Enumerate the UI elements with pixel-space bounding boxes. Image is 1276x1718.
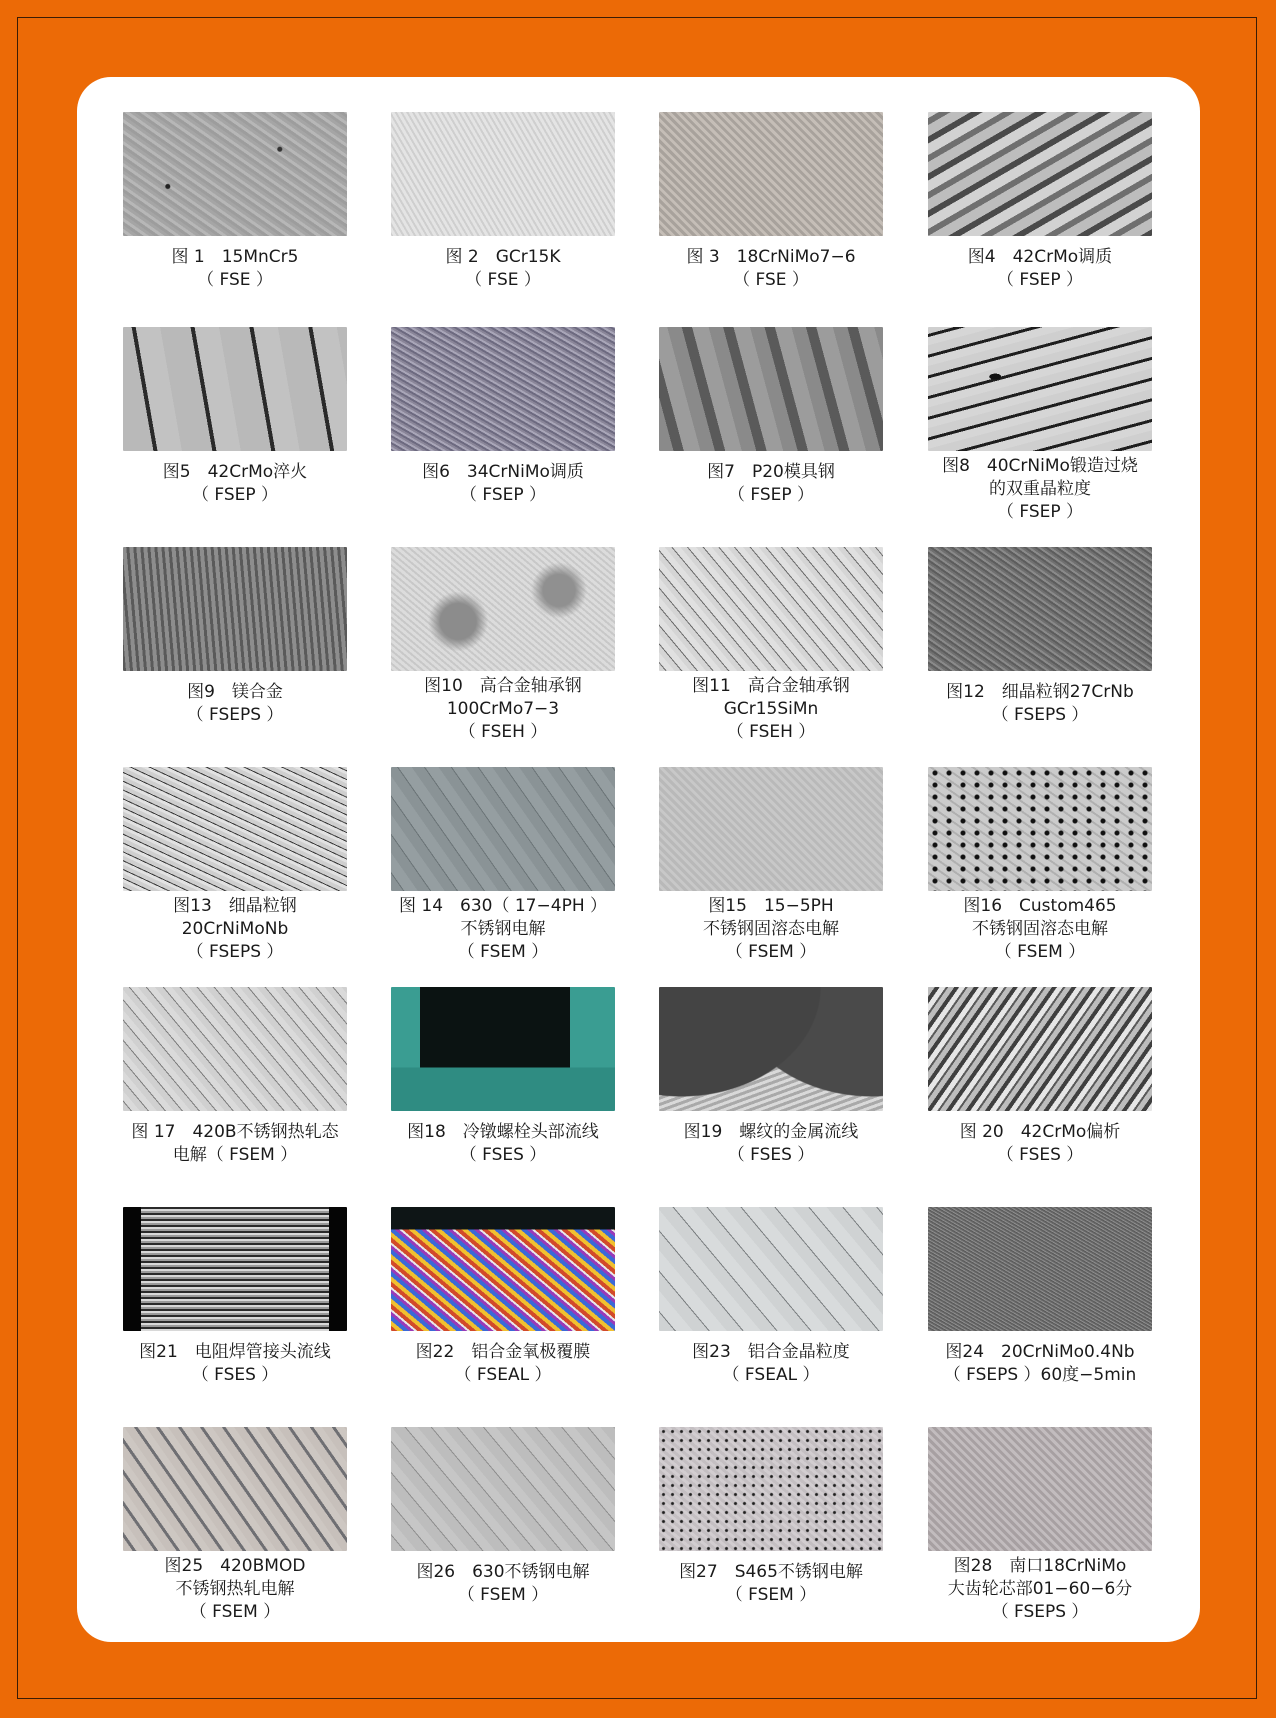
figure-caption (928, 1341, 1152, 1387)
figure-caption (659, 895, 883, 964)
caption-line: 图 17 420B不锈钢热轧态 (131, 1122, 339, 1142)
figure-caption (391, 461, 615, 507)
figure-item (928, 767, 1152, 964)
micrograph-image (123, 547, 347, 671)
figure-caption (123, 1555, 347, 1624)
figure-item (928, 547, 1152, 727)
micrograph-image (928, 327, 1152, 451)
micrograph-image (659, 547, 883, 671)
figure-caption (659, 1561, 883, 1607)
figure-item (659, 767, 883, 964)
figure-caption (928, 1555, 1152, 1624)
caption-line: 图28 南口18CrNiMo (953, 1556, 1127, 1576)
figure-item (659, 1427, 883, 1607)
caption-line: 图24 20CrNiMo0.4Nb (945, 1342, 1135, 1362)
figure-item (659, 327, 883, 507)
caption-line: 图 14 630（ 17−4PH ） (398, 896, 608, 916)
caption-line: 图27 S465不锈钢电解 (679, 1562, 863, 1582)
micrograph-image (391, 112, 615, 236)
micrograph-image (659, 1207, 883, 1331)
figure-item (391, 987, 615, 1167)
figure-caption (659, 461, 883, 507)
figure-item (928, 112, 1152, 292)
caption-line: 图 2 GCr15K (445, 247, 561, 267)
caption-line: （ FSEPS ） (186, 942, 284, 962)
caption-line: 图6 34CrNiMo调质 (422, 462, 584, 482)
caption-line: （ FSES ） (459, 1145, 547, 1165)
micrograph-image (928, 1427, 1152, 1551)
caption-line: 图25 420BMOD (164, 1556, 306, 1576)
figure-item (123, 767, 347, 964)
figure-item (928, 1427, 1152, 1624)
caption-line: 图26 630不锈钢电解 (416, 1562, 590, 1582)
micrograph-image (391, 1207, 615, 1331)
micrograph-image (928, 112, 1152, 236)
figure-item (659, 112, 883, 292)
caption-line: 图4 42CrMo调质 (967, 247, 1113, 267)
caption-line: 图19 螺纹的金属流线 (683, 1122, 859, 1142)
caption-line: 图15 15−5PH (708, 896, 834, 916)
figure-caption (928, 681, 1152, 727)
caption-line: （ FSEM ） (457, 942, 549, 962)
micrograph-image (928, 547, 1152, 671)
caption-line: （ FSEPS ） (991, 1602, 1089, 1622)
caption-line: 图 1 15MnCr5 (171, 247, 299, 267)
micrograph-image (123, 112, 347, 236)
caption-line: 图21 电阻焊管接头流线 (139, 1342, 331, 1362)
micrograph-image (659, 987, 883, 1111)
figure-item (391, 327, 615, 507)
figure-caption (659, 1341, 883, 1387)
figure-item (123, 1427, 347, 1624)
caption-line: （ FSEP ） (996, 270, 1084, 290)
micrograph-image (659, 1427, 883, 1551)
figure-caption (123, 1341, 347, 1387)
caption-line: 不锈钢固溶态电解 (972, 919, 1108, 939)
figure-item (123, 1207, 347, 1387)
figure-caption (928, 1121, 1152, 1167)
caption-line: 图18 冷镦螺栓头部流线 (407, 1122, 599, 1142)
caption-line: 电解（ FSEM ） (172, 1145, 298, 1165)
caption-line: （ FSEM ） (725, 942, 817, 962)
caption-line: 20CrNiMoNb (181, 919, 289, 939)
caption-line: （ FSEPS ） (991, 705, 1089, 725)
caption-line: （ FSES ） (191, 1365, 279, 1385)
caption-line: 大齿轮芯部01−60−6分 (947, 1579, 1133, 1599)
micrograph-image (123, 1207, 347, 1331)
figure-caption (659, 1121, 883, 1167)
caption-line: （ FSEM ） (457, 1585, 549, 1605)
caption-line: （ FSEM ） (189, 1602, 281, 1622)
figure-item (391, 767, 615, 964)
figure-item (391, 547, 615, 744)
caption-line: 图8 40CrNiMo锻造过烧 (942, 456, 1138, 476)
caption-line: 图12 细晶粒钢27CrNb (946, 682, 1134, 702)
micrograph-image (123, 327, 347, 451)
micrograph-image (391, 987, 615, 1111)
figure-item (391, 1427, 615, 1607)
figure-caption (391, 895, 615, 964)
caption-line: （ FSEM ） (725, 1585, 817, 1605)
figure-item (123, 547, 347, 727)
micrograph-image (123, 767, 347, 891)
caption-line: （ FSEH ） (458, 722, 548, 742)
micrograph-image (391, 327, 615, 451)
figure-caption (659, 246, 883, 292)
caption-line: （ FSES ） (996, 1145, 1084, 1165)
caption-line: （ FSEH ） (726, 722, 816, 742)
figure-caption (659, 675, 883, 744)
figure-item (659, 987, 883, 1167)
micrograph-image (928, 1207, 1152, 1331)
figure-item (928, 987, 1152, 1167)
caption-line: （ FSEP ） (191, 485, 279, 505)
caption-line: 图22 铝合金氧极覆膜 (415, 1342, 591, 1362)
micrograph-image (659, 327, 883, 451)
figure-caption (391, 1561, 615, 1607)
figure-caption (928, 246, 1152, 292)
caption-line: 图16 Custom465 (963, 896, 1117, 916)
figure-item (928, 1207, 1152, 1387)
figure-caption (123, 461, 347, 507)
micrograph-image (123, 987, 347, 1111)
caption-line: （ FSE ） (197, 270, 273, 290)
micrograph-image (659, 767, 883, 891)
caption-line: GCr15SiMn (723, 699, 819, 719)
micrograph-image (123, 1427, 347, 1551)
caption-line: 100CrMo7−3 (446, 699, 560, 719)
figure-caption (391, 246, 615, 292)
caption-line: 不锈钢固溶态电解 (703, 919, 839, 939)
caption-line: （ FSE ） (733, 270, 809, 290)
micrograph-image (928, 987, 1152, 1111)
caption-line: （ FSEP ） (459, 485, 547, 505)
caption-line: （ FSE ） (465, 270, 541, 290)
caption-line: （ FSEPS ）60度−5min (943, 1365, 1137, 1385)
caption-line: （ FSEM ） (994, 942, 1086, 962)
caption-line: 图11 高合金轴承钢 (692, 676, 850, 696)
figure-caption (123, 895, 347, 964)
caption-line: 图 3 18CrNiMo7−6 (686, 247, 856, 267)
figure-caption (391, 1121, 615, 1167)
caption-line: 图13 细晶粒钢 (173, 896, 297, 916)
caption-line: （ FSEPS ） (186, 705, 284, 725)
caption-line: 不锈钢热轧电解 (175, 1579, 295, 1599)
figure-caption (928, 895, 1152, 964)
micrograph-image (659, 112, 883, 236)
figure-caption (928, 455, 1152, 524)
caption-line: （ FSEP ） (727, 485, 815, 505)
figure-caption (391, 675, 615, 744)
figure-caption (123, 246, 347, 292)
micrograph-image (391, 547, 615, 671)
figure-item (123, 327, 347, 507)
caption-line: 不锈钢电解 (460, 919, 546, 939)
caption-line: 图23 铝合金晶粒度 (692, 1342, 850, 1362)
caption-line: 图 20 42CrMo偏析 (959, 1122, 1121, 1142)
caption-line: 的双重晶粒度 (989, 479, 1091, 499)
figure-item (659, 547, 883, 744)
figure-item (659, 1207, 883, 1387)
figure-caption (391, 1341, 615, 1387)
figure-item (123, 112, 347, 292)
caption-line: （ FSEAL ） (454, 1365, 552, 1385)
micrograph-image (928, 767, 1152, 891)
figure-caption (123, 681, 347, 727)
caption-line: 图10 高合金轴承钢 (424, 676, 582, 696)
figure-caption (123, 1121, 347, 1167)
caption-line: （ FSES ） (727, 1145, 815, 1165)
caption-line: （ FSEP ） (996, 502, 1084, 522)
figure-item (928, 327, 1152, 524)
figure-item (391, 112, 615, 292)
micrograph-image (391, 1427, 615, 1551)
figure-item (391, 1207, 615, 1387)
caption-line: 图5 42CrMo淬火 (162, 462, 308, 482)
caption-line: 图7 P20模具钢 (707, 462, 835, 482)
micrograph-image (391, 767, 615, 891)
caption-line: 图9 镁合金 (187, 682, 283, 702)
figure-item (123, 987, 347, 1167)
caption-line: （ FSEAL ） (722, 1365, 820, 1385)
